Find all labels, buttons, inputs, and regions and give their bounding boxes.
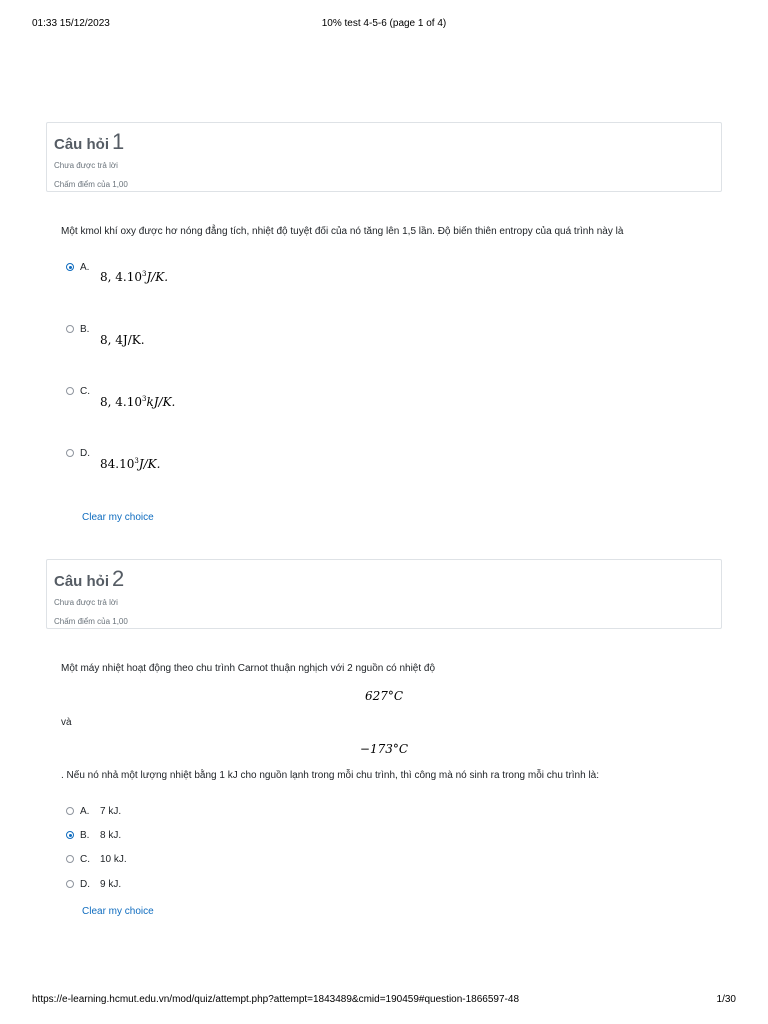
answer-option-b[interactable]: [66, 830, 121, 841]
question-number: 1: [112, 129, 125, 154]
answer-letter: A.: [80, 806, 90, 817]
question-2-state: Chưa được trả lời: [54, 598, 118, 607]
math-unit: kJ/K.: [146, 395, 176, 409]
page-url: https://e-learning.hcmut.edu.vn/mod/quiz/attempt.php?attempt=1843489&cmid=190459#question-1866597-48: [32, 994, 520, 1005]
math-exponent: 3: [141, 395, 147, 403]
question-1-grade: Chấm điểm của 1,00: [54, 180, 128, 189]
answer-text: 8 kJ.: [100, 830, 122, 841]
question-2-text-part2: và: [61, 717, 72, 728]
answer-option-c[interactable]: [66, 854, 127, 865]
math-exponent: 3: [141, 270, 147, 278]
answer-option-a[interactable]: [66, 806, 121, 817]
question-2-grade: Chấm điểm của 1,00: [54, 617, 128, 626]
answer-option-c[interactable]: [66, 386, 90, 397]
radio-a[interactable]: [66, 807, 74, 815]
question-1-text: Một kmol khí oxy được hơ nóng đẳng tích, nhiệt độ tuyệt đối của nó tăng lên 1,5 lần. Độ biến thiên entropy của quá trình này là: [61, 226, 624, 237]
question-2-info: [46, 559, 722, 629]
answer-d-math: [100, 457, 160, 471]
math-temperature: 627°C: [364, 689, 404, 703]
question-2-temperature-2: [0, 742, 768, 756]
radio-b[interactable]: [66, 325, 74, 333]
answer-option-b[interactable]: [66, 324, 89, 335]
answer-letter: C.: [80, 854, 90, 865]
answer-letter: D.: [80, 448, 90, 459]
question-1-heading: [54, 131, 714, 156]
question-2-text-part1: Một máy nhiệt hoạt động theo chu trình Carnot thuận nghịch với 2 nguồn có nhiệt độ: [61, 663, 436, 674]
question-2-temperature-1: [0, 689, 768, 703]
clear-choice-link-1[interactable]: Clear my choice: [82, 512, 154, 523]
math-base: 8, 4.10: [100, 270, 142, 284]
answer-letter: C.: [80, 386, 90, 397]
answer-option-d[interactable]: [66, 879, 121, 890]
answer-letter: D.: [80, 879, 90, 890]
math-temperature: −173°C: [359, 742, 409, 756]
answer-a-math: [100, 270, 168, 284]
question-number: 2: [112, 566, 125, 591]
answer-text: 9 kJ.: [100, 879, 122, 890]
answer-option-d[interactable]: [66, 448, 90, 459]
clear-choice-link-2[interactable]: Clear my choice: [82, 906, 154, 917]
question-label: Câu hỏi: [54, 136, 109, 153]
print-title: 10% test 4-5-6 (page 1 of 4): [321, 18, 447, 29]
math-unit: J/K.: [138, 457, 161, 471]
answer-option-a[interactable]: [66, 262, 89, 273]
math-base: 84.10: [100, 457, 135, 471]
radio-b[interactable]: [66, 831, 74, 839]
radio-d[interactable]: [66, 449, 74, 457]
math-unit: J/K.: [146, 270, 169, 284]
answer-letter: B.: [80, 830, 90, 841]
answer-c-math: [100, 395, 175, 409]
question-label: Câu hỏi: [54, 573, 109, 590]
math-base: 8, 4J/K.: [100, 333, 145, 347]
question-1-info: [46, 122, 722, 192]
answer-letter: B.: [80, 324, 90, 335]
question-2-text-part3: . Nếu nó nhả một lượng nhiệt bằng 1 kJ cho nguồn lạnh trong mỗi chu trình, thì công mà nó sinh ra trong mỗi chu trình là:: [61, 770, 600, 781]
answer-b-math: [100, 333, 145, 347]
radio-d[interactable]: [66, 880, 74, 888]
print-datetime: 01:33 15/12/2023: [32, 18, 110, 29]
answer-letter: A.: [80, 262, 90, 273]
math-exponent: 3: [134, 457, 139, 465]
answer-text: 7 kJ.: [100, 806, 122, 817]
question-1-state: Chưa được trả lời: [54, 161, 118, 170]
radio-a[interactable]: [66, 263, 74, 271]
question-2-heading: [54, 568, 714, 593]
radio-c[interactable]: [66, 387, 74, 395]
math-base: 8, 4.10: [100, 395, 142, 409]
page-number: 1/30: [716, 994, 736, 1005]
answer-text: 10 kJ.: [100, 854, 127, 865]
radio-c[interactable]: [66, 855, 74, 863]
